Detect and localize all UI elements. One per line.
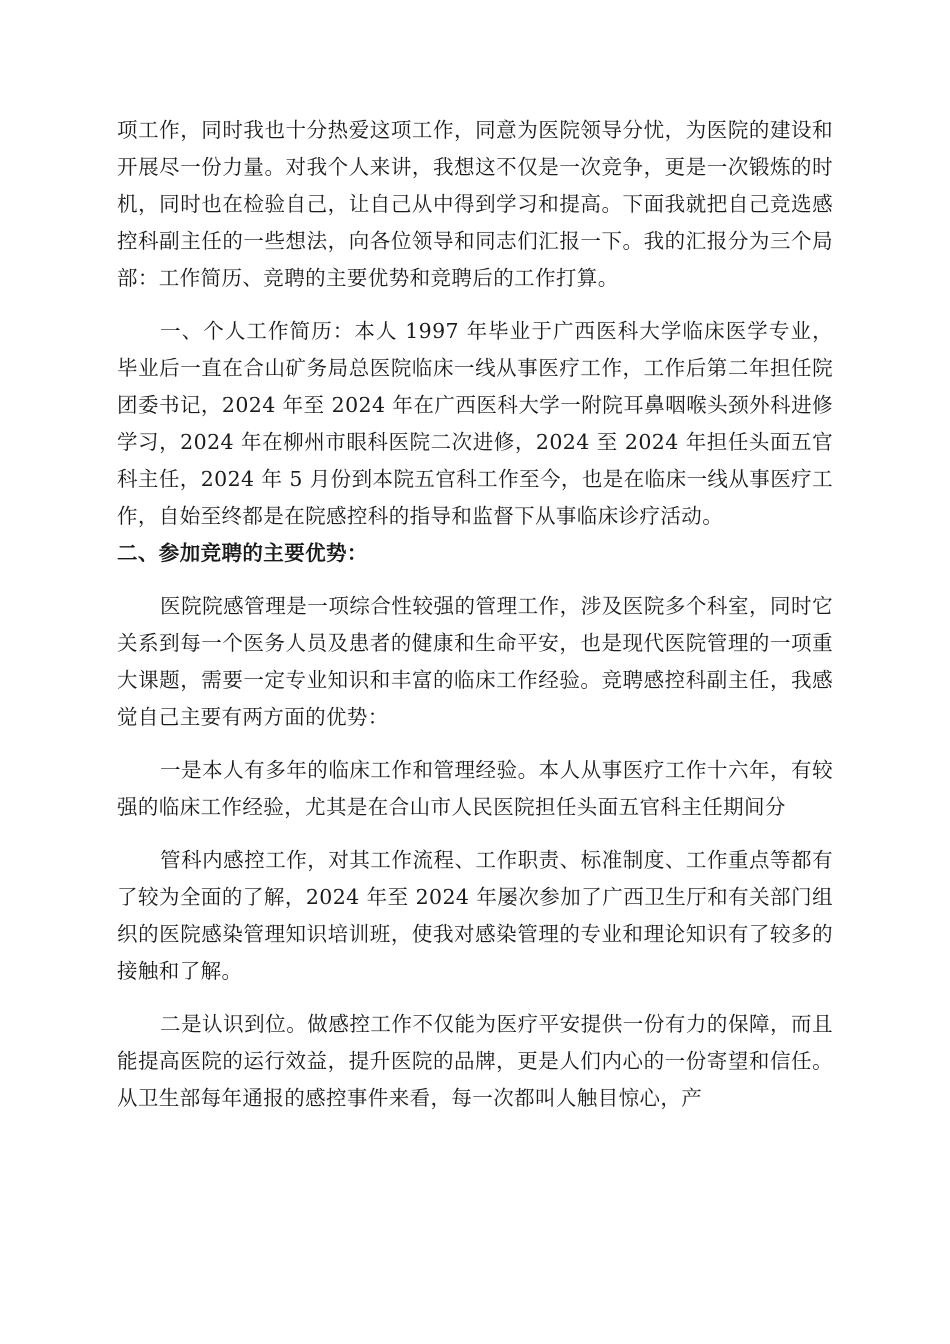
section-heading-advantages: 二、参加竞聘的主要优势： — [117, 541, 368, 565]
paragraph-work-history: 一、个人工作简历：本人 1997 年毕业于广西医科大学临床医学专业，毕业后一直在合山矿务局总医院临床一线从事医疗工作，工作后第二年担任院团委书记，2024 年至 2024 年在广西医科大学一附院耳鼻咽喉头颈外科进修学习，2024 年在柳州市眼科医院二次进修，2024 至 2024 年担任头面五官科主任，2024 年 5 月份到本院五官科工作至今，也是在临床一线从事医疗工作，自始至终都是在院感控科的指导和监督下从事临床诊疗活动。 — [117, 319, 833, 528]
document-body — [117, 112, 833, 1117]
paragraph-advantage-two: 二是认识到位。做感控工作不仅能为医疗平安提供一份有力的保障，而且能提高医院的运行效益，提升医院的品牌，更是人们内心的一份寄望和信任。从卫生部每年通报的感控事件来看，每一次都叫人触目惊心，产 — [117, 1012, 833, 1110]
paragraph-intro-continuation: 项工作，同时我也十分热爱这项工作，同意为医院领导分忧，为医院的建设和开展尽一份力量。对我个人来讲，我想这不仅是一次竞争，更是一次锻炼的时机，同时也在检验自己，让自己从中得到学习和提高。下面我就把自己竞选感控科副主任的一些想法，向各位领导和同志们汇报一下。我的汇报分为三个局部：工作简历、竞聘的主要优势和竞聘后的工作打算。 — [117, 118, 833, 290]
paragraph-advantage-one: 一是本人有多年的临床工作和管理经验。本人从事医疗工作十六年，有较强的临床工作经验，尤其是在合山市人民医院担任头面五官科主任期间分 — [117, 758, 833, 819]
paragraph-infection-management: 医院院感管理是一项综合性较强的管理工作，涉及医院多个科室，同时它关系到每一个医务人员及患者的健康和生命平安，也是现代医院管理的一项重大课题，需要一定专业知识和丰富的临床工作经验。竞聘感控科副主任，我感觉自己主要有两方面的优势： — [117, 594, 833, 729]
paragraph-training: 管科内感控工作，对其工作流程、工作职责、标准制度、工作重点等都有了较为全面的了解，2024 年至 2024 年屡次参加了广西卫生厅和有关部门组织的医院感染管理知识培训班，使我对感染管理的专业和理论知识有了较多的接触和了解。 — [117, 848, 833, 983]
